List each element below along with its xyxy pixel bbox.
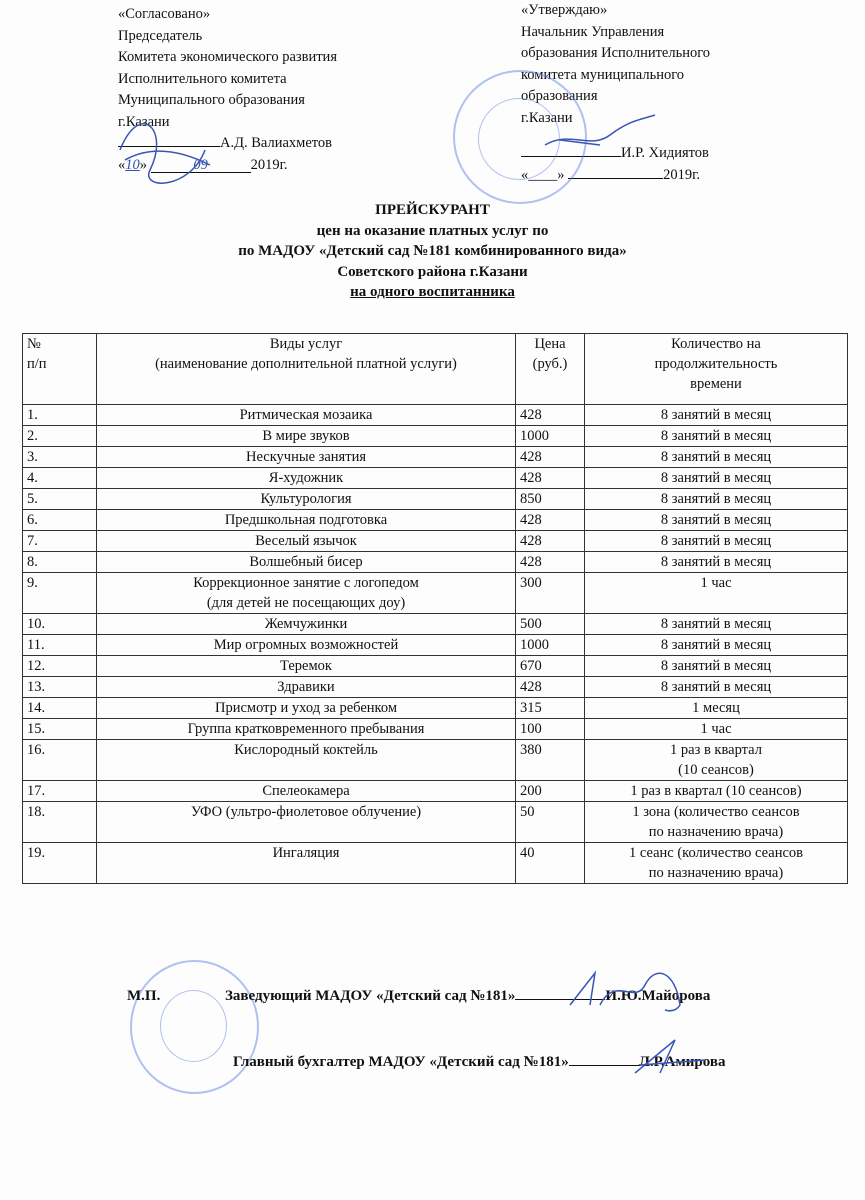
price: 428 (516, 677, 585, 698)
table-row (23, 781, 848, 802)
service-name: Ритмическая мозаика (97, 405, 516, 426)
header-num: № п/п (23, 334, 97, 405)
row-number: 19. (23, 843, 97, 884)
header-qty: Количество на продолжительность времени (585, 334, 848, 405)
price: 850 (516, 489, 585, 510)
text-line: Председатель (118, 27, 203, 44)
quantity: 8 занятий в месяц (585, 447, 848, 468)
accountant-name: Л.Р.Амирова (638, 1054, 726, 1070)
title-line: по МАДОУ «Детский сад №181 комбинированного вида» (238, 243, 627, 259)
row-number: 1. (23, 405, 97, 426)
date-line: «____» 2019г. (521, 166, 701, 183)
quantity: 8 занятий в месяц (585, 468, 848, 489)
year: 2019г. (663, 166, 701, 183)
text-line: образования Исполнительного (521, 45, 711, 61)
text-line: г.Казани (118, 113, 170, 130)
row-number: 3. (23, 447, 97, 468)
quantity: 8 занятий в месяц (585, 552, 848, 573)
quantity: 1 раз в квартал (10 сеансов) (585, 740, 848, 781)
day: 10 (125, 156, 140, 173)
text-line: «Утверждаю» (521, 2, 608, 18)
header-service: Виды услуг (наименование дополнительной платной услуги) (97, 334, 516, 405)
price: 670 (516, 656, 585, 677)
price: 1000 (516, 426, 585, 447)
service-name: Веселый язычок (97, 531, 516, 552)
header-price: Цена (руб.) (516, 334, 585, 405)
service-name: Я-художник (97, 468, 516, 489)
signature-left (110, 90, 220, 200)
quantity: 1 раз в квартал (10 сеансов) (585, 781, 848, 802)
text-line: Начальник Управления (521, 23, 665, 40)
quantity: 8 занятий в месяц (585, 614, 848, 635)
service-name: Спелеокамера (97, 781, 516, 802)
table-row (23, 552, 848, 573)
text-line: Комитета экономического развития (118, 49, 337, 65)
table-row (23, 573, 848, 614)
row-number: 9. (23, 573, 97, 614)
signature-right (540, 110, 660, 160)
table-row (23, 677, 848, 698)
service-name: Нескучные занятия (97, 447, 516, 468)
text-line: комитета муниципального (521, 66, 685, 83)
quantity: 8 занятий в месяц (585, 656, 848, 677)
table-row (23, 740, 848, 781)
table-row (23, 531, 848, 552)
row-number: 15. (23, 719, 97, 740)
table-row (23, 489, 848, 510)
text-line: «Согласовано» (118, 6, 211, 22)
price: 428 (516, 510, 585, 531)
year: 2019г. (250, 156, 288, 173)
quantity: 8 занятий в месяц (585, 489, 848, 510)
price: 428 (516, 468, 585, 489)
price: 428 (516, 447, 585, 468)
row-number: 7. (23, 531, 97, 552)
text-line: г.Казани (521, 109, 573, 126)
table-row (23, 426, 848, 447)
title-line: Советского района г.Казани (337, 263, 528, 280)
row-number: 10. (23, 614, 97, 635)
month: 09 (151, 158, 251, 173)
price: 1000 (516, 635, 585, 656)
service-name: Волшебный бисер (97, 552, 516, 573)
table-row (23, 719, 848, 740)
accountant-title: Главный бухгалтер МАДОУ «Детский сад №181» (233, 1054, 569, 1070)
row-number: 2. (23, 426, 97, 447)
row-number: 17. (23, 781, 97, 802)
service-name: УФО (ультро-фиолетовое облучение) (97, 802, 516, 843)
quantity: 1 сеанс (количество сеансов по назначению врача) (585, 843, 848, 884)
title-line: цен на оказание платных услуг по (316, 222, 549, 239)
row-number: 13. (23, 677, 97, 698)
seal-place-label: М.П. (127, 988, 161, 1004)
price: 380 (516, 740, 585, 781)
service-name: Ингаляция (97, 843, 516, 884)
quantity: 8 занятий в месяц (585, 405, 848, 426)
price: 300 (516, 573, 585, 614)
price: 40 (516, 843, 585, 884)
service-name: Мир огромных возможностей (97, 635, 516, 656)
service-name: В мире звуков (97, 426, 516, 447)
price: 315 (516, 698, 585, 719)
table-row (23, 468, 848, 489)
text-line: Исполнительного комитета (118, 70, 287, 87)
row-number: 6. (23, 510, 97, 531)
head-title: Заведующий МАДОУ «Детский сад №181» (225, 988, 516, 1004)
quantity: 8 занятий в месяц (585, 677, 848, 698)
service-name: Группа кратковременного пребывания (97, 719, 516, 740)
service-name: Культурология (97, 489, 516, 510)
quantity: 1 час (585, 719, 848, 740)
table-row (23, 510, 848, 531)
quantity: 8 занятий в месяц (585, 510, 848, 531)
quantity: 1 час (585, 573, 848, 614)
price: 428 (516, 531, 585, 552)
quantity: 8 занятий в месяц (585, 531, 848, 552)
price: 500 (516, 614, 585, 635)
quantity: 1 зона (количество сеансов по назначению врача) (585, 802, 848, 843)
table-row (23, 447, 848, 468)
row-number: 14. (23, 698, 97, 719)
price-table (22, 333, 848, 884)
date-line: «10» 09 2019г. (118, 156, 288, 173)
row-number: 8. (23, 552, 97, 573)
table-row (23, 405, 848, 426)
signer-name: И.Р. Хидиятов (621, 145, 709, 161)
service-name: Здравики (97, 677, 516, 698)
service-name: Кислородный коктейль (97, 740, 516, 781)
row-number: 18. (23, 802, 97, 843)
price: 428 (516, 552, 585, 573)
title-line: на одного воспитанника (350, 284, 515, 300)
signer-name: А.Д. Валиахметов (220, 135, 333, 151)
table-row (23, 698, 848, 719)
text-line: образования (521, 88, 598, 104)
service-name: Присмотр и уход за ребенком (97, 698, 516, 719)
table-row (23, 843, 848, 884)
head-name: И.Ю.Майорова (605, 988, 711, 1004)
price: 100 (516, 719, 585, 740)
row-number: 11. (23, 635, 97, 656)
table-row (23, 802, 848, 843)
row-number: 5. (23, 489, 97, 510)
official-stamp-bottom-inner (160, 990, 227, 1062)
document-title (0, 200, 865, 303)
title-main: ПРЕЙСКУРАНТ (375, 202, 490, 218)
table-header-row (23, 334, 848, 405)
price: 200 (516, 781, 585, 802)
table-row (23, 614, 848, 635)
service-name: Предшкольная подготовка (97, 510, 516, 531)
service-name: Коррекционное занятие с логопедом (для детей не посещающих доу) (97, 573, 516, 614)
price: 50 (516, 802, 585, 843)
quantity: 1 месяц (585, 698, 848, 719)
row-number: 4. (23, 468, 97, 489)
price: 428 (516, 405, 585, 426)
signature-head (565, 965, 695, 1015)
quantity: 8 занятий в месяц (585, 426, 848, 447)
service-name: Теремок (97, 656, 516, 677)
text-line: Муниципального образования (118, 92, 305, 108)
row-number: 12. (23, 656, 97, 677)
quantity: 8 занятий в месяц (585, 635, 848, 656)
signature-accountant (630, 1035, 710, 1080)
table-row (23, 635, 848, 656)
table-row (23, 656, 848, 677)
row-number: 16. (23, 740, 97, 781)
service-name: Жемчужинки (97, 614, 516, 635)
